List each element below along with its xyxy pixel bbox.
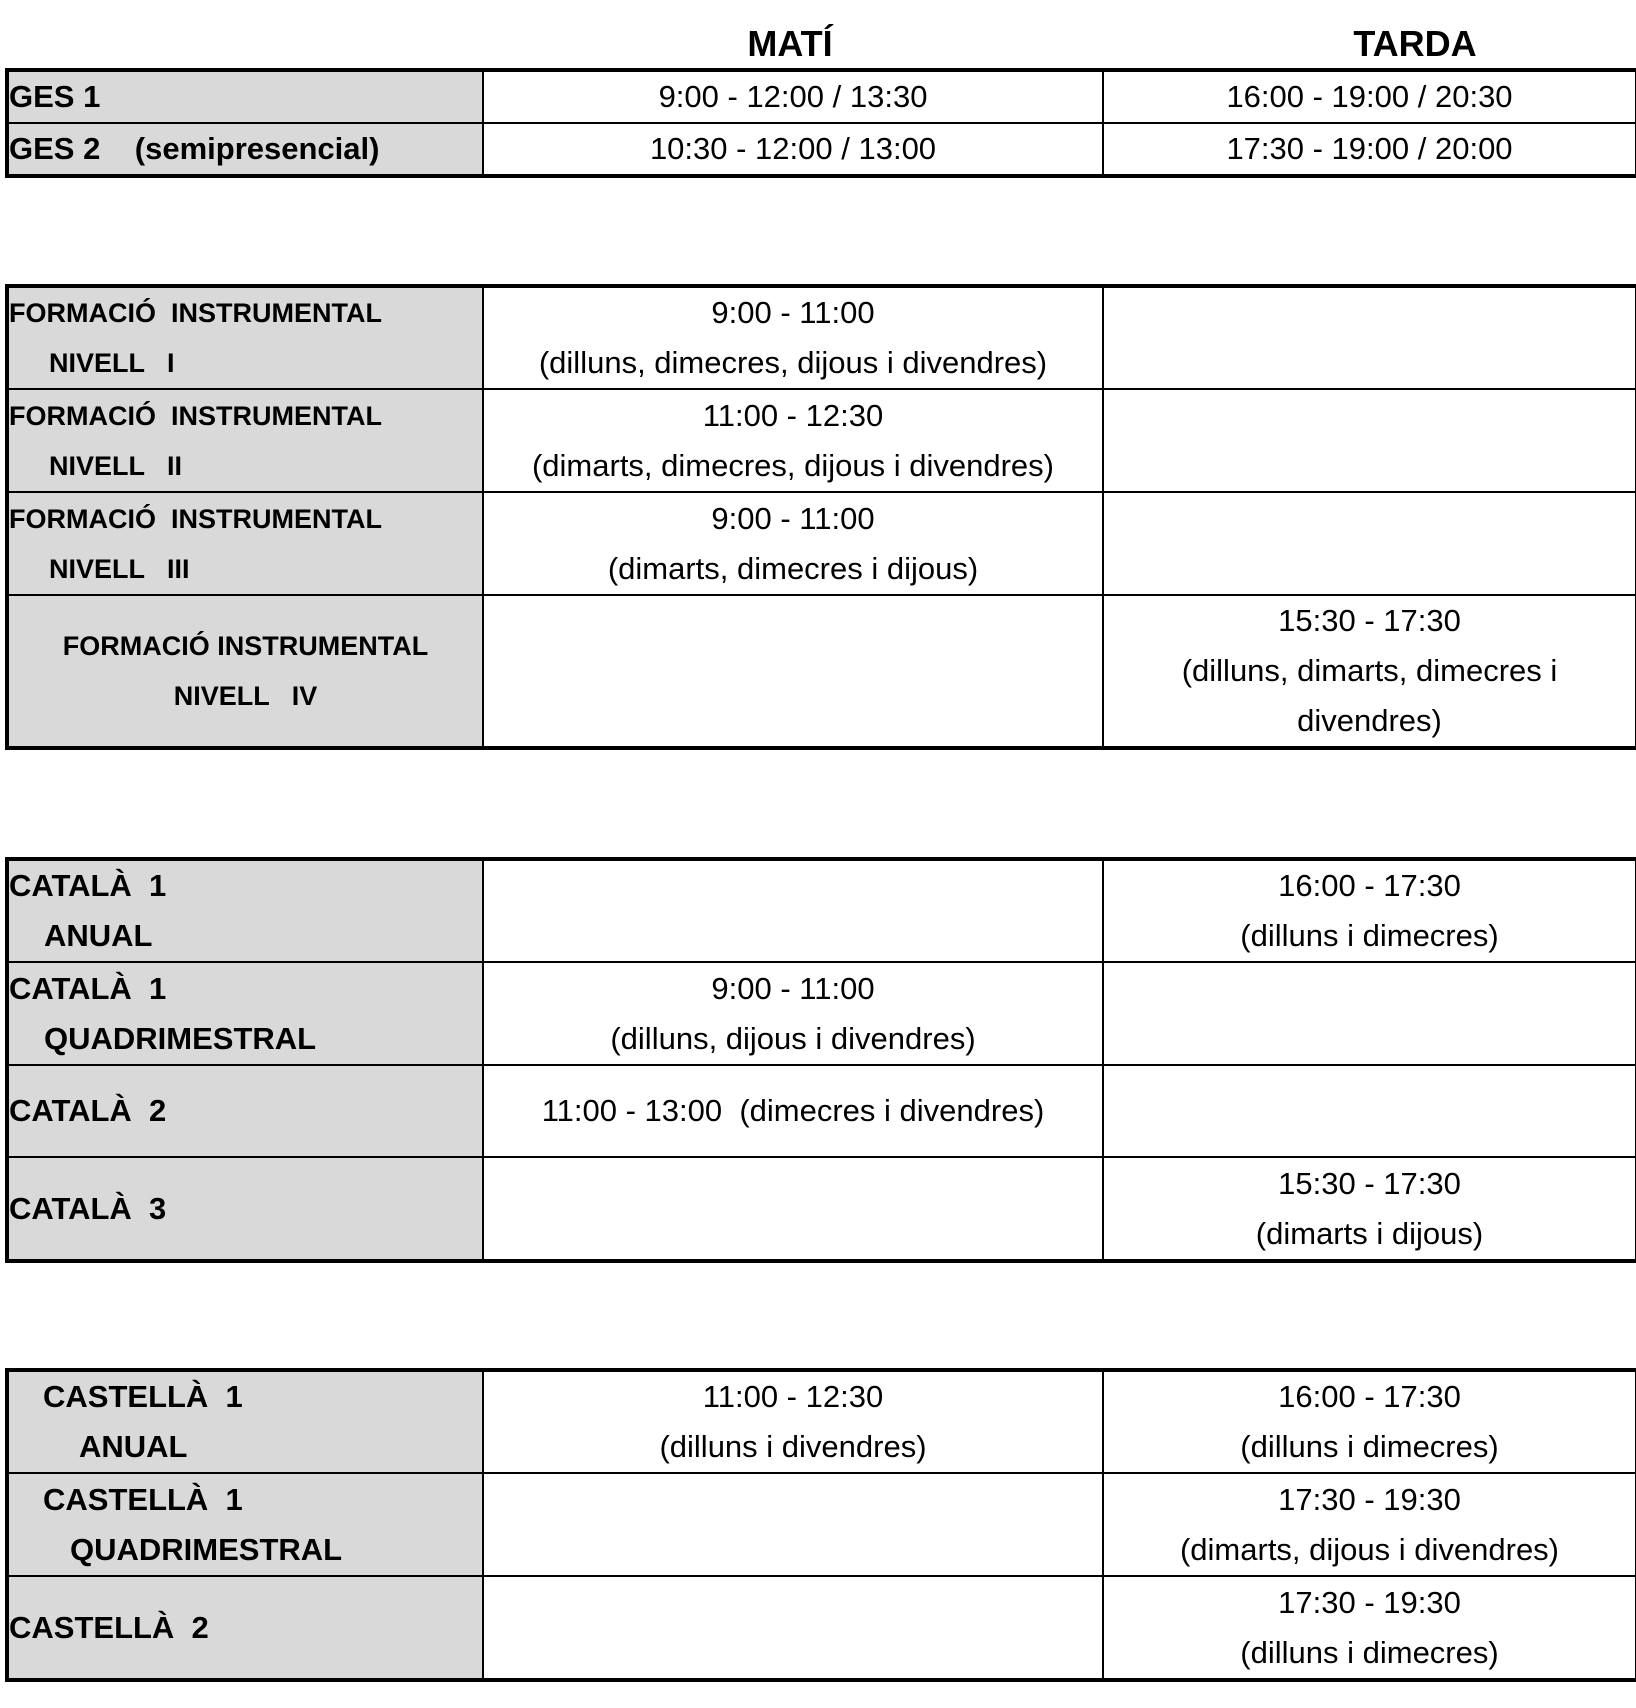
tarda-cell — [1103, 1370, 1636, 1473]
table-row — [7, 492, 1636, 595]
course-label: CASTELLÀ 1 — [43, 1481, 243, 1517]
course-level: NIVELL I — [49, 348, 175, 378]
course-name — [7, 123, 483, 176]
tarda-time: 16:00 - 17:30 — [1278, 1379, 1461, 1414]
table-row — [7, 389, 1636, 492]
catala-table — [5, 857, 1636, 1263]
mati-cell — [483, 70, 1103, 123]
course-label: CASTELLÀ 1 — [43, 1379, 243, 1414]
course-name — [7, 595, 483, 748]
mati-days: (dimarts, dimecres i dijous) — [607, 550, 979, 586]
tarda-days: (dilluns i dimecres) — [1240, 1634, 1499, 1670]
course-label: GES 1 — [9, 79, 101, 114]
mati-cell — [483, 389, 1103, 492]
mati-days: (dilluns, dimecres, dijous i divendres) — [538, 345, 1048, 380]
mati-time: 9:00 - 12:00 / 13:30 — [658, 79, 928, 114]
course-label: CATALÀ 3 — [9, 1190, 167, 1226]
tarda-cell — [1103, 286, 1636, 389]
course-type: ANUAL — [79, 1429, 188, 1464]
mati-cell — [483, 1065, 1103, 1157]
course-type: QUADRIMESTRAL — [44, 1020, 317, 1056]
tarda-cell — [1103, 962, 1636, 1065]
mati-time: 11:00 - 12:30 — [702, 1379, 884, 1414]
course-label: FORMACIÓ INSTRUMENTAL — [62, 631, 429, 661]
formacio-instrumental-table — [5, 284, 1636, 750]
table-row — [7, 595, 1636, 748]
ges-schedule-table — [5, 68, 1636, 178]
tarda-cell — [1103, 1065, 1636, 1157]
course-name — [7, 1370, 483, 1473]
course-label: CASTELLÀ 2 — [9, 1609, 209, 1645]
mati-cell — [483, 1157, 1103, 1261]
table-row — [7, 1065, 1636, 1157]
mati-days: (dimarts, dimecres, dijous i divendres) — [531, 447, 1054, 483]
course-name — [7, 492, 483, 595]
table-row — [7, 1370, 1636, 1473]
course-level: NIVELL IV — [173, 681, 318, 711]
tarda-cell — [1103, 1473, 1636, 1576]
tarda-cell — [1103, 70, 1636, 123]
column-header-tarda: TARDA — [1353, 23, 1477, 64]
course-label: CATALÀ 2 — [9, 1093, 167, 1128]
course-name — [7, 962, 483, 1065]
tarda-cell — [1103, 123, 1636, 176]
mati-time: 11:00 - 13:00 (dimecres i divendres) — [541, 1093, 1045, 1128]
tarda-days: (dilluns, dimarts, dimecres i — [1181, 653, 1558, 688]
mati-time: 9:00 - 11:00 — [711, 500, 875, 536]
tarda-cell — [1103, 1157, 1636, 1261]
tarda-time: 17:30 - 19:30 — [1278, 1584, 1461, 1620]
course-label: FORMACIÓ INSTRUMENTAL — [9, 400, 382, 431]
course-name — [7, 70, 483, 123]
mati-time: 9:00 - 11:00 — [711, 970, 875, 1006]
course-name — [7, 1473, 483, 1576]
mati-cell — [483, 1576, 1103, 1680]
course-type: QUADRIMESTRAL — [70, 1531, 343, 1567]
course-label: CATALÀ 1 — [9, 868, 167, 903]
mati-cell — [483, 1473, 1103, 1576]
mati-cell — [483, 1370, 1103, 1473]
mati-cell — [483, 859, 1103, 962]
mati-time: 10:30 - 12:00 / 13:00 — [649, 131, 937, 166]
course-label: FORMACIÓ INSTRUMENTAL — [9, 503, 382, 534]
table-row — [7, 1473, 1636, 1576]
tarda-cell — [1103, 859, 1636, 962]
course-type: ANUAL — [44, 918, 153, 953]
tarda-cell — [1103, 492, 1636, 595]
column-header-mati: MATÍ — [747, 23, 833, 64]
tarda-time: 15:30 - 17:30 — [1278, 603, 1461, 638]
table-row — [7, 1157, 1636, 1261]
tarda-days: (dilluns i dimecres) — [1240, 1429, 1499, 1464]
tarda-cell — [1103, 595, 1636, 748]
table-row — [7, 70, 1636, 123]
course-label: CATALÀ 1 — [9, 970, 167, 1006]
tarda-time: 17:30 - 19:30 — [1278, 1481, 1461, 1517]
mati-days: (dilluns i divendres) — [659, 1429, 927, 1464]
course-level: NIVELL III — [49, 553, 190, 584]
table-row — [7, 859, 1636, 962]
tarda-cell — [1103, 1576, 1636, 1680]
course-name — [7, 1576, 483, 1680]
tarda-time: 15:30 - 17:30 — [1278, 1165, 1461, 1201]
mati-cell — [483, 123, 1103, 176]
course-label: FORMACIÓ INSTRUMENTAL — [9, 298, 382, 328]
course-name — [7, 1065, 483, 1157]
mati-cell — [483, 595, 1103, 748]
table-row — [7, 286, 1636, 389]
course-name — [7, 859, 483, 962]
course-label: GES 2 (semipresencial) — [9, 131, 380, 166]
course-level: NIVELL II — [49, 450, 183, 481]
tarda-time: 17:30 - 19:00 / 20:00 — [1226, 131, 1513, 166]
tarda-days: (dilluns i dimecres) — [1240, 918, 1499, 953]
course-name — [7, 389, 483, 492]
mati-cell — [483, 286, 1103, 389]
castella-table — [5, 1368, 1636, 1682]
mati-time: 9:00 - 11:00 — [711, 295, 875, 330]
tarda-days-cont: divendres) — [1297, 703, 1442, 738]
table-row — [7, 123, 1636, 176]
mati-time: 11:00 - 12:30 — [702, 397, 884, 433]
table-row — [7, 1576, 1636, 1680]
mati-cell — [483, 492, 1103, 595]
tarda-days: (dimarts i dijous) — [1255, 1215, 1484, 1251]
table-row — [7, 962, 1636, 1065]
course-name — [7, 286, 483, 389]
mati-days: (dilluns, dijous i divendres) — [610, 1020, 976, 1056]
tarda-time: 16:00 - 19:00 / 20:30 — [1226, 79, 1513, 114]
course-name — [7, 1157, 483, 1261]
tarda-time: 16:00 - 17:30 — [1278, 868, 1461, 903]
tarda-days: (dimarts, dijous i divendres) — [1179, 1531, 1560, 1567]
mati-cell — [483, 962, 1103, 1065]
tarda-cell — [1103, 389, 1636, 492]
